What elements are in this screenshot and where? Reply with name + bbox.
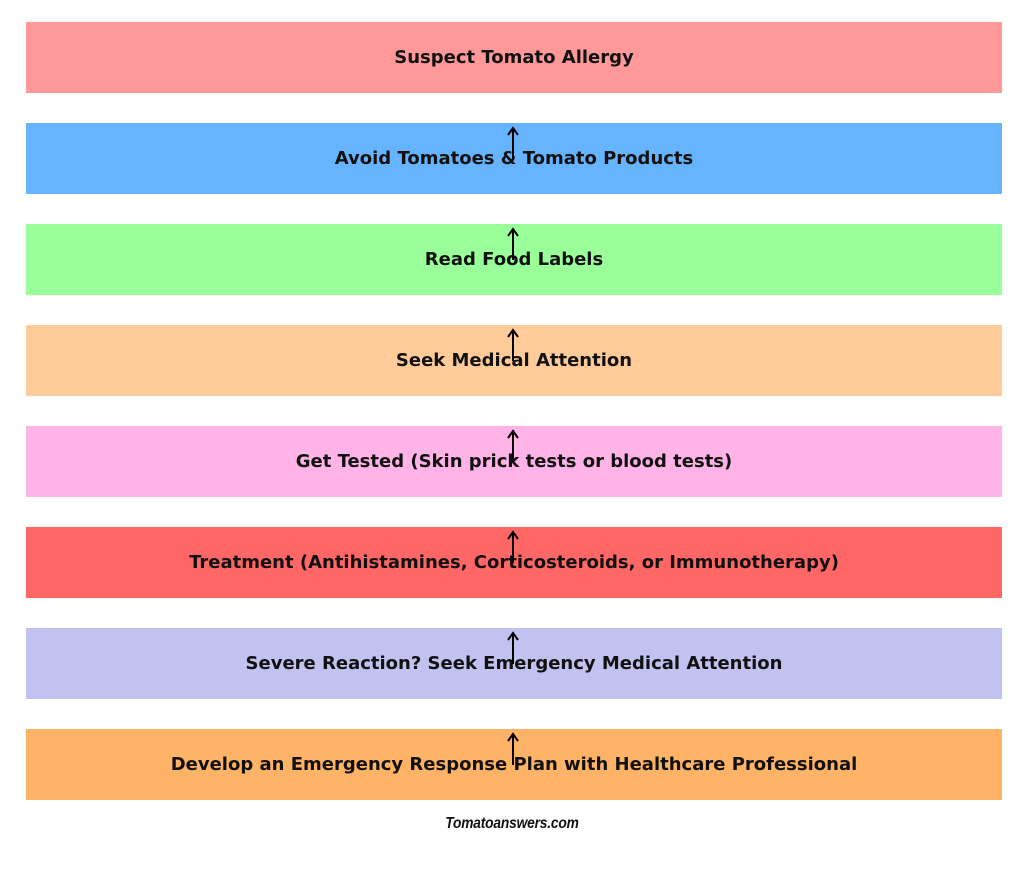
step-box-treatment bbox=[26, 527, 1002, 598]
step-box-seek-medical bbox=[26, 325, 1002, 396]
step-label: Avoid Tomatoes & Tomato Products bbox=[334, 148, 694, 169]
step-label: Develop an Emergency Response Plan with Healthcare Professional bbox=[170, 754, 858, 775]
step-box-read-labels bbox=[26, 224, 1002, 295]
step-box-severe-reaction bbox=[26, 628, 1002, 699]
step-label: Severe Reaction? Seek Emergency Medical Attention bbox=[245, 653, 783, 674]
step-label: Get Tested (Skin prick tests or blood tests) bbox=[295, 451, 733, 472]
step-label: Treatment (Antihistamines, Corticosteroids, or Immunotherapy) bbox=[189, 552, 839, 573]
step-label: Seek Medical Attention bbox=[395, 350, 633, 371]
step-label: Read Food Labels bbox=[424, 249, 604, 270]
step-box-avoid-tomatoes bbox=[26, 123, 1002, 194]
step-box-get-tested bbox=[26, 426, 1002, 497]
watermark-text: Tomatoanswers.com bbox=[445, 815, 579, 832]
step-label: Suspect Tomato Allergy bbox=[394, 47, 634, 68]
step-box-suspect-allergy bbox=[26, 22, 1002, 93]
step-box-emergency-plan bbox=[26, 729, 1002, 800]
